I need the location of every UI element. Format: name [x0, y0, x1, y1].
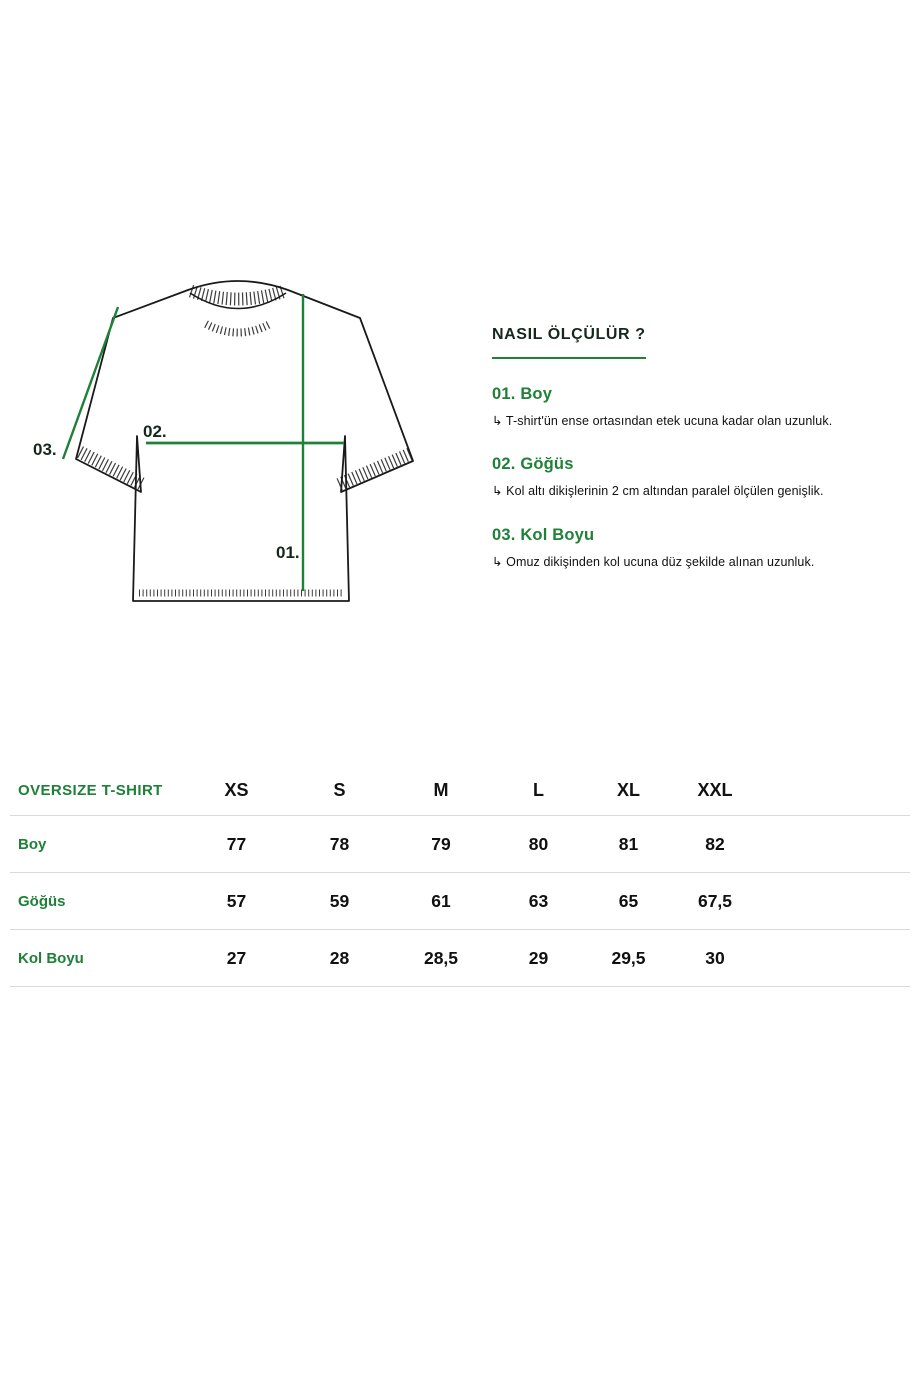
measure-label-01: 01.	[276, 543, 300, 562]
size-header-l: L	[533, 780, 544, 800]
cell-value: 59	[329, 890, 350, 911]
cell-value: 61	[431, 890, 451, 911]
cell-value: 29	[528, 947, 549, 968]
cell-value: 30	[705, 947, 725, 968]
how-to-measure-title: NASIL ÖLÇÜLÜR ?	[492, 326, 646, 359]
cell-value: 29,5	[611, 947, 646, 968]
cell-value: 82	[705, 833, 725, 854]
cell-value: 65	[618, 890, 639, 911]
size-header-xs: XS	[224, 780, 249, 800]
cell-value: 79	[431, 833, 451, 854]
measure-item-description: ↳ Kol altı dikişlerinin 2 cm altından paralel ölçülen genişlik.	[492, 484, 824, 499]
measure-item-gogus	[492, 455, 898, 499]
table-row-gogus	[10, 873, 910, 930]
table-row-kol-boyu	[10, 930, 910, 987]
cell-value: 27	[226, 947, 247, 968]
measure-label-02: 02.	[143, 422, 167, 441]
how-to-measure-section	[492, 326, 898, 570]
cell-value: 28	[329, 947, 350, 968]
row-label: Göğüs	[18, 892, 66, 910]
cell-value: 28,5	[423, 947, 459, 968]
measure-item-heading: 02. Göğüs	[492, 455, 574, 474]
measure-label-03: 03.	[33, 440, 57, 459]
table-row-boy	[10, 816, 910, 873]
tshirt-measurement-diagram	[0, 250, 460, 630]
measure-item-kol-boyu	[492, 526, 898, 570]
cell-value: 67,5	[697, 890, 733, 911]
measure-item-description: ↳ Omuz dikişinden kol ucuna düz şekilde alınan uzunluk.	[492, 554, 815, 569]
size-table-header-row	[10, 766, 910, 816]
cell-value: 63	[528, 890, 549, 911]
size-table	[10, 766, 910, 987]
measure-item-boy	[492, 385, 898, 429]
measure-item-heading: 01. Boy	[492, 385, 553, 403]
row-label: Boy	[18, 835, 47, 853]
size-header-s: S	[333, 780, 346, 800]
cell-value: 77	[226, 833, 247, 854]
measure-item-description: ↳ T-shirt'ün ense ortasından etek ucuna kadar olan uzunluk.	[492, 414, 833, 428]
row-label: Kol Boyu	[18, 949, 84, 967]
cell-value: 81	[618, 833, 639, 854]
cell-value: 78	[329, 833, 350, 854]
size-header-xxl: XXL	[697, 780, 733, 800]
cell-value: 80	[528, 833, 549, 854]
cell-value: 57	[226, 890, 247, 911]
measure-item-heading: 03. Kol Boyu	[492, 525, 595, 544]
product-name: OVERSIZE T-SHIRT	[18, 782, 163, 799]
size-header-m: M	[433, 780, 449, 800]
size-header-xl: XL	[616, 780, 640, 800]
